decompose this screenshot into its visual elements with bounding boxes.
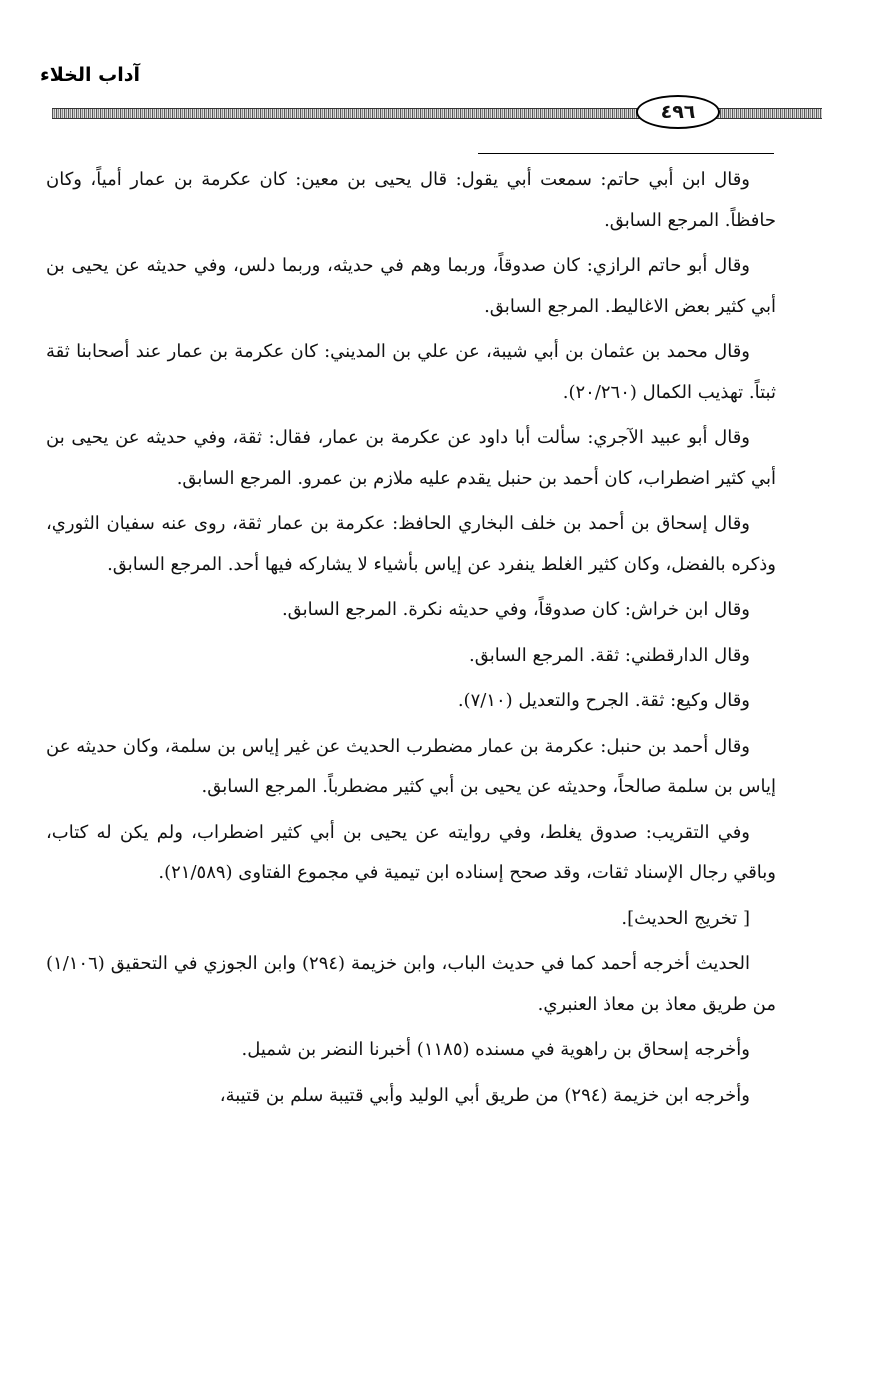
footnote-separator (478, 153, 774, 154)
paragraph: وقال محمد بن عثمان بن أبي شيبة، عن علي بن المديني: كان عكرمة بن عمار عند أصحابنا ثقة ثبتاً. تهذيب الكمال (٢٠/٢٦٠). (46, 341, 776, 403)
header-rule-right (712, 108, 822, 119)
paragraph: وقال أبو عبيد الآجري: سألت أبا داود عن عكرمة بن عمار، فقال: ثقة، وفي حديثه عن يحيى بن أبي كثير اضطراب، كان أحمد بن حنبل يقدم عليه ملازم بن عمرو. المرجع السابق. (46, 427, 776, 489)
paragraph: وقال وكيع: ثقة. الجرح والتعديل (٧/١٠). (457, 690, 750, 711)
paragraph: وقال ابن أبي حاتم: سمعت أبي يقول: قال يحيى بن معين: كان عكرمة بن عمار أمياً، وكان حافظاً. المرجع السابق. (46, 169, 776, 231)
paragraph: وأخرجه ابن خزيمة (٢٩٤) من طريق أبي الوليد وأبي قتيبة سلم بن قتيبة، (219, 1084, 750, 1106)
paragraph: وقال أحمد بن حنبل: عكرمة بن عمار مضطرب الحديث عن غير إياس بن سلمة، وكان حديثه عن إياس بن سلمة صالحاً، وحديثه عن يحيى بن أبي كثير مضطرباً. المرجع السابق. (46, 735, 776, 797)
paragraph: وأخرجه إسحاق بن راهوية في مسنده (١١٨٥) أخبرنا النضر بن شميل. (241, 1039, 750, 1060)
paragraph: الحديث أخرجه أحمد كما في حديث الباب، وابن خزيمة (٢٩٤) وابن الجوزي في التحقيق (١/١٠٦) من طريق معاذ بن معاذ العنبري. (46, 953, 776, 1015)
paragraph: وقال الدارقطني: ثقة. المرجع السابق. (468, 644, 750, 666)
section-heading: [ تخريج الحديث]. (621, 907, 750, 929)
paragraph: وقال ابن خراش: كان صدوقاً، وفي حديثه نكرة. المرجع السابق. (281, 599, 750, 620)
running-title: آداب الخلاء (40, 64, 140, 86)
paragraph: وفي التقريب: صدوق يغلط، وفي روايته عن يحيى بن أبي كثير اضطراب، ولم يكن له كتاب، وباقي رجال الإسناد ثقات، وقد صحح إسناده ابن تيمية في مجموع الفتاوى (٢١/٥٨٩). (46, 821, 776, 883)
paragraph: وقال إسحاق بن أحمد بن خلف البخاري الحافظ: عكرمة بن عمار ثقة، روى عنه سفيان الثوري، وذكره بالفضل، وكان كثير الغلط ينفرد عن إياس بأشياء لا يشاركه فيها أحد. المرجع السابق. (46, 513, 776, 575)
footnote-text (46, 160, 776, 1121)
page-number: ٤٩٦ (636, 95, 720, 129)
header-rule-left (52, 108, 642, 119)
paragraph: وقال أبو حاتم الرازي: كان صدوقاً، وربما وهم في حديثه، وربما دلس، وفي حديثه عن يحيى بن أبي كثير بعض الاغاليط. المرجع السابق. (46, 255, 776, 317)
